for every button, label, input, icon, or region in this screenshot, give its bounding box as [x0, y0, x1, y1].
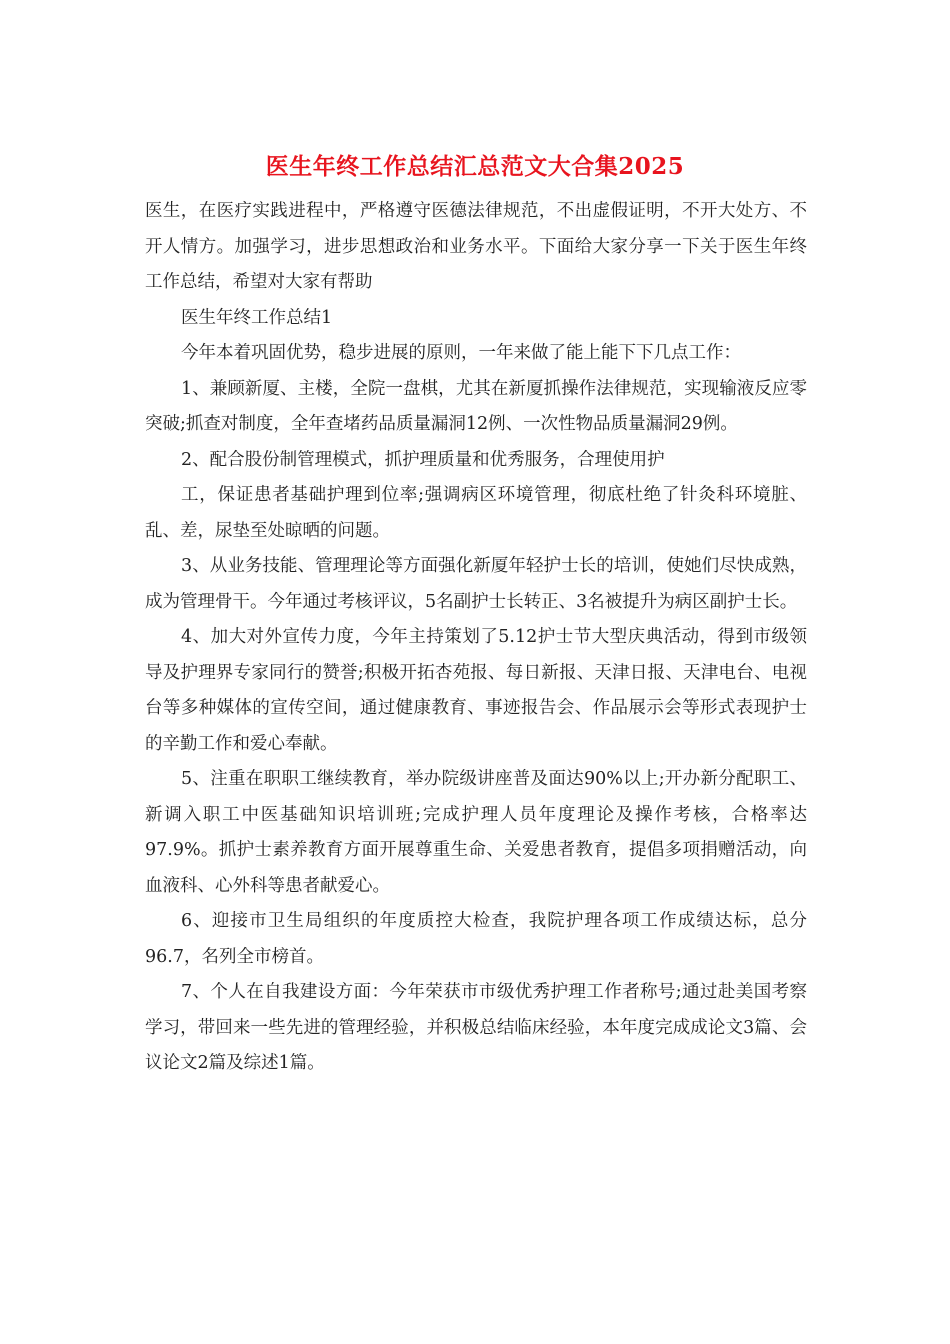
list-item-3: 3、从业务技能、管理理论等方面强化新厦年轻护士长的培训，使她们尽快成熟，成为管理骨干。今年通过考核评议，5名副护士长转正、3名被提升为病区副护士长。 — [145, 556, 807, 612]
list-item-2: 2、配合股份制管理模式，抓护理质量和优秀服务，合理使用护 — [181, 449, 665, 470]
list-item-5: 5、注重在职职工继续教育，举办院级讲座普及面达90%以上;开办新分配职工、新调入职工中医基础知识培训班;完成护理人员年度理论及操作考核，合格率达97.9%。抓护士素养教育方面开展尊重生命、关爱患者教育，提倡多项捐赠活动，向血液科、心外科等患者献爱心。 — [145, 769, 807, 896]
document-body — [145, 194, 807, 1082]
list-item-2-continued: 工，保证患者基础护理到位率;强调病区环境管理，彻底杜绝了针灸科环境脏、乱、差，尿垫至处晾晒的问题。 — [145, 485, 807, 541]
section-heading: 医生年终工作总结1 — [181, 307, 333, 328]
list-item-7: 7、个人在自我建设方面：今年荣获市市级优秀护理工作者称号;通过赴美国考察学习，带回来一些先进的管理经验，并积极总结临床经验，本年度完成成论文3篇、会议论文2篇及综述1篇。 — [145, 982, 807, 1073]
document-title: 医生年终工作总结汇总范文大合集2025 — [265, 153, 685, 180]
list-item-1: 1、兼顾新厦、主楼，全院一盘棋，尤其在新厦抓操作法律规范，实现输液反应零突破;抓查对制度，全年查堵药品质量漏洞12例、一次性物品质量漏洞29例。 — [145, 378, 807, 434]
body-paragraph: 今年本着巩固优势，稳步进展的原则，一年来做了能上能下下几点工作： — [181, 343, 741, 363]
list-item-6: 6、迎接市卫生局组织的年度质控大检查，我院护理各项工作成绩达标，总分96.7，名列全市榜首。 — [145, 911, 807, 967]
intro-paragraph: 医生，在医疗实践进程中，严格遵守医德法律规范，不出虚假证明，不开大处方、不开人情方。加强学习，进步思想政治和业务水平。下面给大家分享一下关于医生年终工作总结，希望对大家有帮助 — [145, 201, 807, 292]
list-item-4: 4、加大对外宣传力度，今年主持策划了5.12护士节大型庆典活动，得到市级领导及护理界专家同行的赞誉;积极开拓杏苑报、每日新报、天津日报、天津电台、电视台等多种媒体的宣传空间，通过健康教育、事迹报告会、作品展示会等形式表现护士的辛勤工作和爱心奉献。 — [145, 627, 807, 754]
